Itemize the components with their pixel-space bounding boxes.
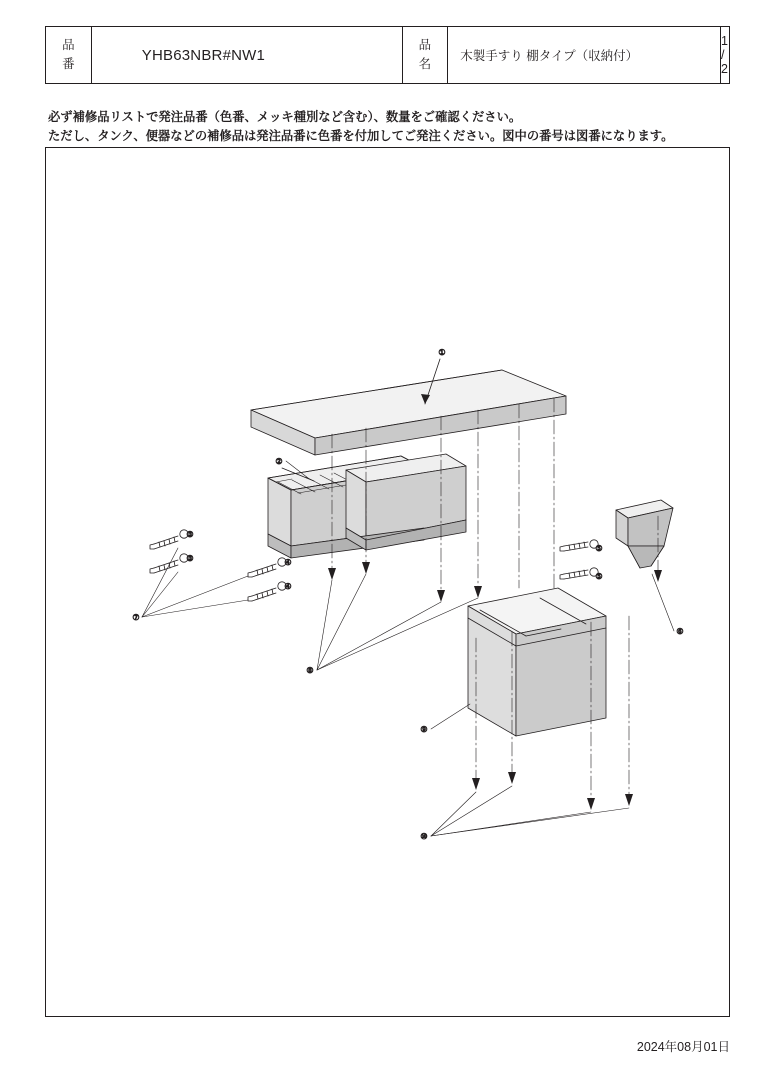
callout-5b: ⑤ bbox=[595, 572, 603, 581]
screw-group-right bbox=[560, 540, 598, 579]
callout-6: ⑥ bbox=[676, 627, 684, 636]
callout-4b: ④ bbox=[284, 582, 292, 591]
header-name-label bbox=[403, 27, 449, 83]
header-name-label-line1: 品 bbox=[418, 37, 432, 52]
notes-line-2: ただし、タンク、便器などの補修品は発注品番に色番を付加してご発注ください。図中の番号は図番になります。 bbox=[48, 129, 674, 144]
footer-date: 2024年08月01日 bbox=[636, 1040, 730, 1054]
callout-4a: ④ bbox=[284, 558, 292, 567]
notes-block bbox=[48, 108, 738, 146]
callout-8: ⑧ bbox=[306, 666, 314, 675]
header-name-label-line2: 名 bbox=[418, 57, 432, 71]
header-code-label bbox=[46, 27, 92, 83]
callout-9: ⑨ bbox=[420, 725, 428, 734]
screw-group-left bbox=[150, 530, 188, 573]
header-code-label-line2: 番 bbox=[62, 57, 75, 71]
product-code-value: YHB63NBR#NW1 bbox=[92, 27, 403, 83]
assembly-diagram bbox=[46, 148, 729, 1016]
callout-1: ① bbox=[438, 348, 446, 357]
cabinet-part bbox=[468, 588, 606, 736]
screw-group-mid bbox=[248, 558, 286, 601]
header-table bbox=[45, 26, 730, 84]
notes-line-1: 必ず補修品リストで発注品番（色番、メッキ種別など含む）、数量をご確認ください。 bbox=[48, 110, 522, 124]
product-name-value: 木製手すり 棚タイプ（収納付） bbox=[448, 27, 721, 83]
callout-7: ⑦ bbox=[132, 613, 140, 622]
callout-2: ② bbox=[275, 457, 283, 466]
callout-5a: ⑤ bbox=[595, 544, 603, 553]
drawing-frame bbox=[45, 147, 730, 1017]
header-code-label-line1: 品 bbox=[62, 37, 75, 52]
callout-10: ⑩ bbox=[420, 832, 428, 841]
page-number: 1 / 2 bbox=[721, 34, 729, 76]
callout-3b: ③ bbox=[186, 554, 194, 563]
storage-tray-part bbox=[268, 454, 466, 558]
callout-3a: ③ bbox=[186, 530, 194, 539]
right-bracket-part bbox=[616, 500, 673, 568]
